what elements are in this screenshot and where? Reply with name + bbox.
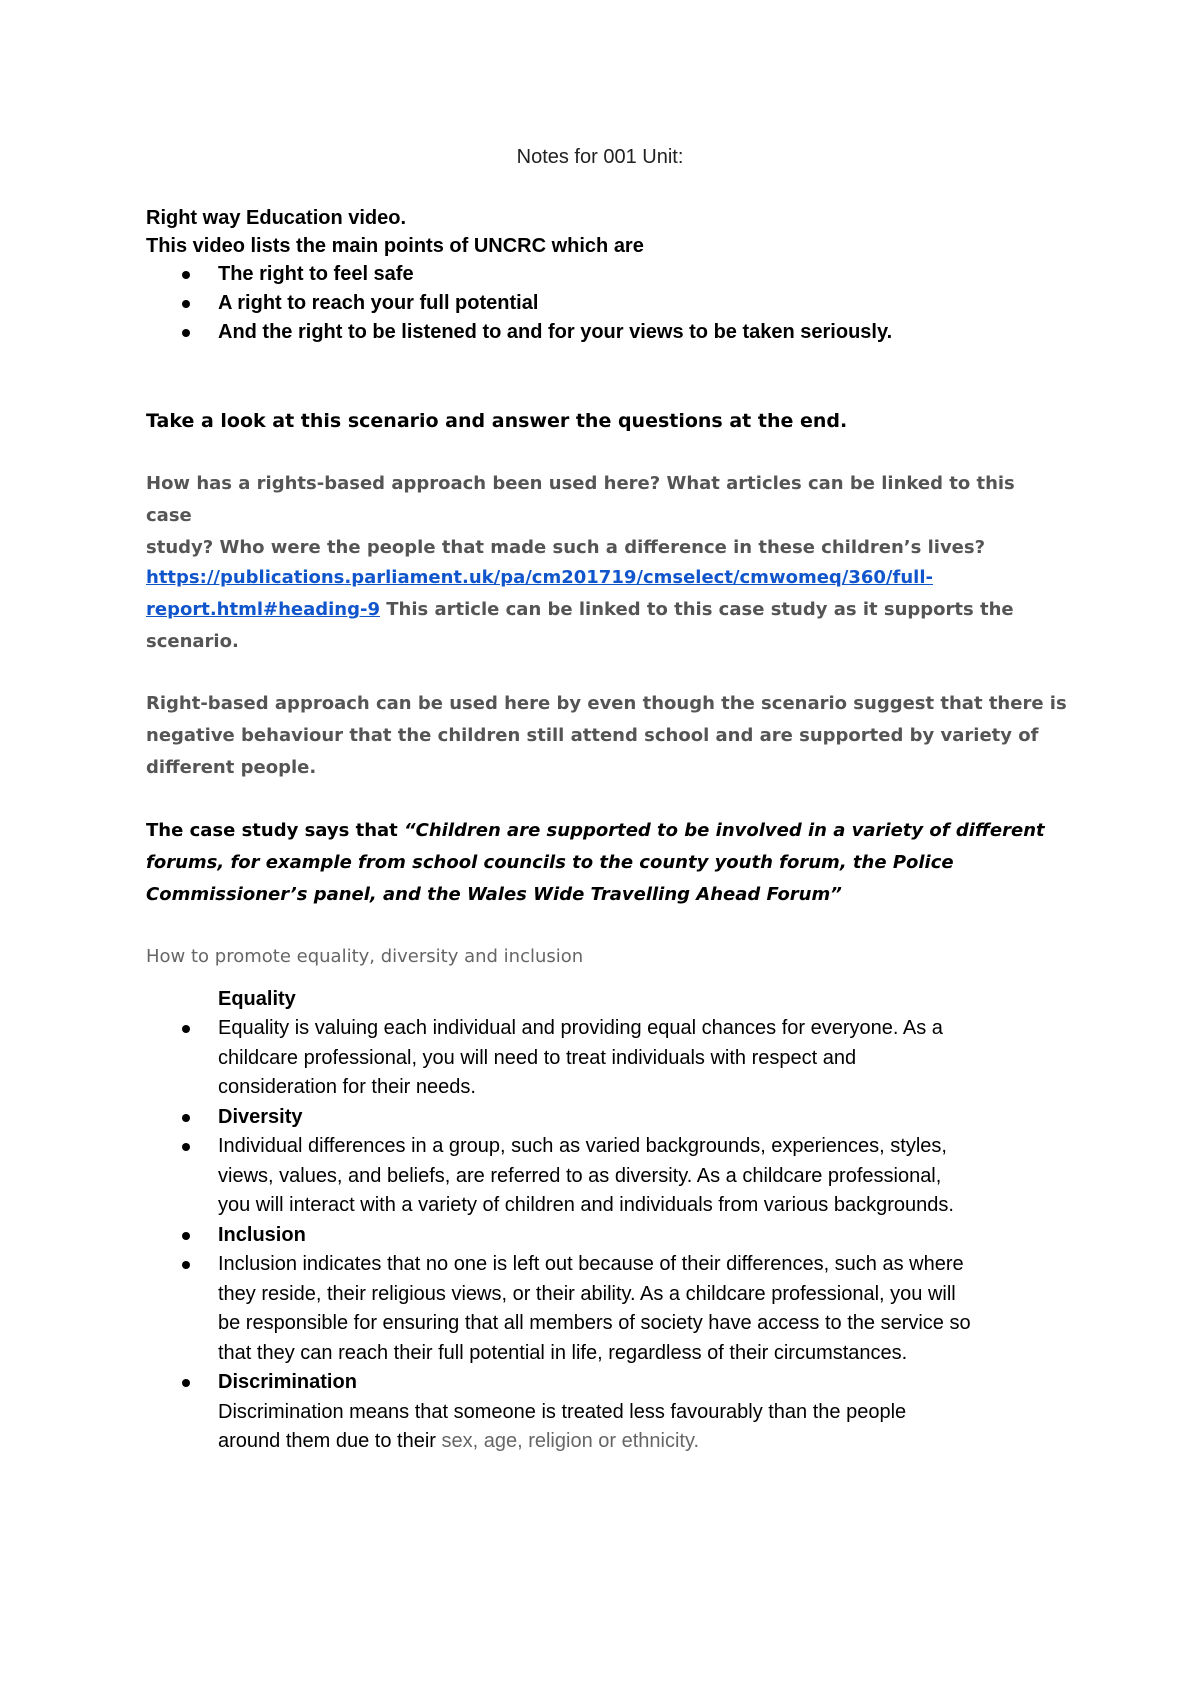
bullet-icon — [182, 271, 190, 279]
uncrc-section — [146, 204, 1066, 347]
equality-heading: Equality — [218, 988, 296, 1010]
video-title: Right way Education video. — [146, 207, 407, 229]
list-item: Individual differences in a group, such as varied backgrounds, experiences, styles, — [146, 1132, 1086, 1162]
list-item: A right to reach your full potential — [146, 289, 1066, 318]
bullet-icon — [182, 1025, 190, 1033]
list-item: The right to feel safe — [146, 260, 1066, 289]
scenario-heading: Take a look at this scenario and answer the questions at the end. — [146, 410, 848, 432]
list-item — [146, 1368, 1086, 1398]
diversity-heading: Diversity — [218, 1105, 303, 1128]
inclusion-heading: Inclusion — [218, 1223, 306, 1246]
bullet-icon — [182, 300, 190, 308]
questions-paragraph: How has a rights-based approach been used here? What articles can be linked to this case study? Who were the people that made such a difference in these children’s lives? — [146, 473, 1015, 558]
list-item: And the right to be listened to and for your views to be taken seriously. — [146, 318, 1066, 347]
list-item — [146, 1221, 1086, 1251]
bullet-icon — [182, 1114, 190, 1122]
page-title: Notes for 001 Unit: — [516, 146, 684, 168]
article-link-continued[interactable]: report.html#heading-9 — [146, 599, 380, 620]
bullet-icon — [182, 1232, 190, 1240]
bullet-icon — [182, 1379, 190, 1387]
uncrc-bullet-list — [146, 260, 1066, 347]
rights-based-paragraph: Right-based approach can be used here by even though the scenario suggest that there is negative behaviour that the children still attend school and are supported by variety of different people. — [146, 693, 1067, 778]
list-item — [146, 1103, 1086, 1133]
case-study-quote: The case study says that “Children are supported to be involved in a variety of different forums, for example from school councils to the county youth forum, the Police Commissioner’s panel, and the Wales Wide Travelling Ahead Forum” — [146, 820, 1045, 905]
article-paragraph: https://publications.parliament.uk/pa/cm201719/cmselect/cmwomeq/360/full- report.html#heading-9 This article can be linked to this case study as it supports the scenario. — [146, 567, 1014, 652]
bullet-icon — [182, 329, 190, 337]
promote-heading: How to promote equality, diversity and inclusion — [146, 946, 584, 967]
video-description: This video lists the main points of UNCRC which are — [146, 235, 644, 257]
bullet-icon — [182, 1143, 190, 1151]
edi-list: Equality Equality is valuing each individual and providing equal chances for everyone. As a childcare professional, you will need to treat individuals with respect and consideration for their needs. Diversity Individual differences in a group, such as varied backgrounds, experiences, styles, views, values, and beliefs, are referred to as diversity. As a childcare professional, you will interact with a variety of children and individuals from various backgrounds. Inclusion Inclusion indicates that no one is left out because of their differences, such as where they reside, their religious views, or their ability. As a childcare professional, you will be responsible for ensuring that all members of society have access to the service so that they can reach their full potential in life, regardless of their circumstances. Discrimination Discrimination means that someone is treated less favourably than the people around them due to their sex, age, religion or ethnicity. — [146, 985, 1086, 1457]
list-item: Inclusion indicates that no one is left out because of their differences, such as where — [146, 1250, 1086, 1280]
list-item: Equality is valuing each individual and providing equal chances for everyone. As a — [146, 1014, 1086, 1044]
bullet-icon — [182, 1261, 190, 1269]
article-link[interactable]: https://publications.parliament.uk/pa/cm201719/cmselect/cmwomeq/360/full- — [146, 567, 933, 588]
discrimination-heading: Discrimination — [218, 1371, 357, 1393]
